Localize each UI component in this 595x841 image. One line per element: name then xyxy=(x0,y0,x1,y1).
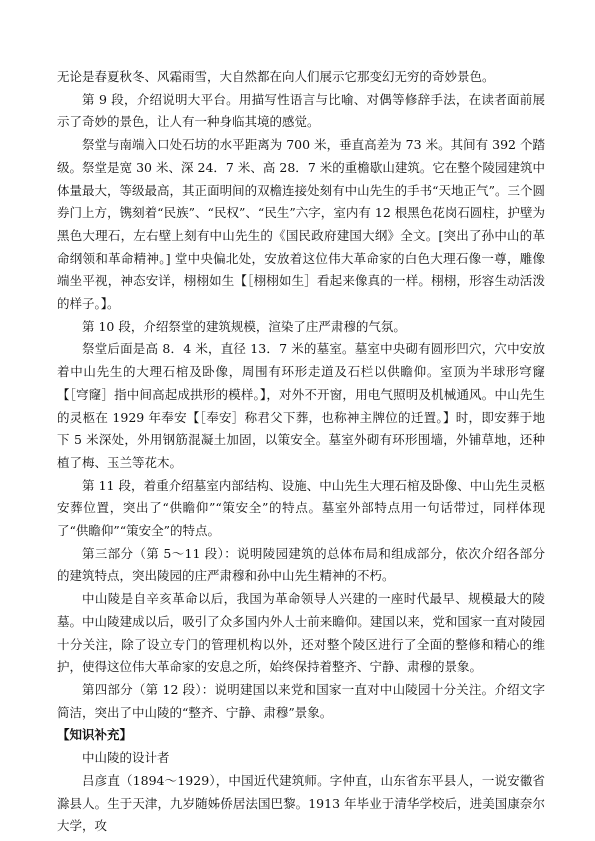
section-heading: 【知识补充】 xyxy=(57,727,133,743)
paragraph-4: 第 10 段，介绍祭堂的建筑规模，渲染了庄严肃穆的气氛。 xyxy=(82,318,406,334)
paragraph-9: 第四部分（第 12 段）：说明建国以来党和国家一直对中山陵园十分关注。介绍文字简洁，突出了中山陵的“整齐、宁静、肃穆”景象。 xyxy=(57,681,545,720)
paragraph-1: 无论是春夏秋冬、风霜雨雪，大自然都在向人们展示它那变幻无穷的奇妙景色。 xyxy=(57,69,495,84)
supplement-title: 中山陵的设计者 xyxy=(82,750,170,766)
paragraph-2: 第 9 段，介绍说明大平台。用描写性语言与比喻、对偶等修辞手法，在读者面前展示了奇妙的景色，让人有一种身临其境的感觉。 xyxy=(57,91,545,130)
paragraph-3: 祭堂与南端入口处石坊的水平距离为 700 米，垂直高差为 73 米。其间有 392 个踏级。祭堂是宽 30 米、深 24．7 米、高 28．7 米的重檐歇山建筑。它在整个陵园建筑中体量最大，等级最高，其正面明间的双檐连接处刻有中山先生的手书“天地正气”。三个圆券门上方，镌刻着“民族”、“民权”、“民生”六字，室内有 12 根黑色花岗石圆柱，护壁为黑色大理石，左右壁上刻有中山先生的《国民政府建国大纲》全文。[突出了孙中山的革命纲领和革命精神。] 堂中央偏北处，安放着这位伟大革命家的白色大理石像一尊，雕像端坐平视，神态安详，栩栩如生【［栩栩如生］看起来像真的一样。栩栩，形容生动活泼的样子。】。 xyxy=(57,137,545,312)
paragraph-8: 中山陵是自辛亥革命以后，我国为革命领导人兴建的一座时代最早、规模最大的陵墓。中山陵建成以后，吸引了众多国内外人士前来瞻仰。建国以来，党和国家一直对陵园十分关注，除了设立专门的管理机构以外，还对整个陵区进行了全面的整修和精心的维护，使得这位伟大革命家的安息之所，始终保持着整齐、宁静、肃穆的景象。 xyxy=(57,591,545,675)
paragraph-6: 第 11 段，着重介绍墓室内部结构、设施、中山先生大理石棺及卧像、中山先生灵柩安葬位置，突出了“供瞻仰”“策安全”的特点。墓室外部特点用一句话带过，同样体现了“供瞻仰”“策安全”的特点。 xyxy=(57,477,545,539)
document-page xyxy=(57,66,545,838)
paragraph-7: 第三部分（第 5～11 段）：说明陵园建筑的总体布局和组成部分，依次介绍各部分的建筑特点，突出陵园的庄严肃穆和孙中山先生精神的不朽。 xyxy=(57,545,545,584)
paragraph-5: 祭堂后面是高 8．4 米，直径 13．7 米的墓室。墓室中央砌有圆形凹穴，穴中安放着中山先生的大理石棺及卧像，周围有环形走道及石栏以供瞻仰。室顶为半球形穹窿【［穹窿］指中间高起成拱形的模样。】，对外不开窗，用电气照明及机械通风。中山先生的灵柩在 1929 年奉安【［奉安］称君父下葬，也称神主牌位的迁置。】时，即安葬于地下 5 米深处，外用钢筋混凝土加固，以策安全。墓室外砌有环形围墙，外铺草地，还种植了梅、玉兰等花木。 xyxy=(57,341,545,470)
supplement-paragraph: 吕彦直（1894～1929），中国近代建筑师。字仲直，山东省东平县人，一说安徽省滁县人。生于天津，九岁随姊侨居法国巴黎。1913 年毕业于清华学校后，进美国康奈尔大学，攻 xyxy=(57,772,545,834)
